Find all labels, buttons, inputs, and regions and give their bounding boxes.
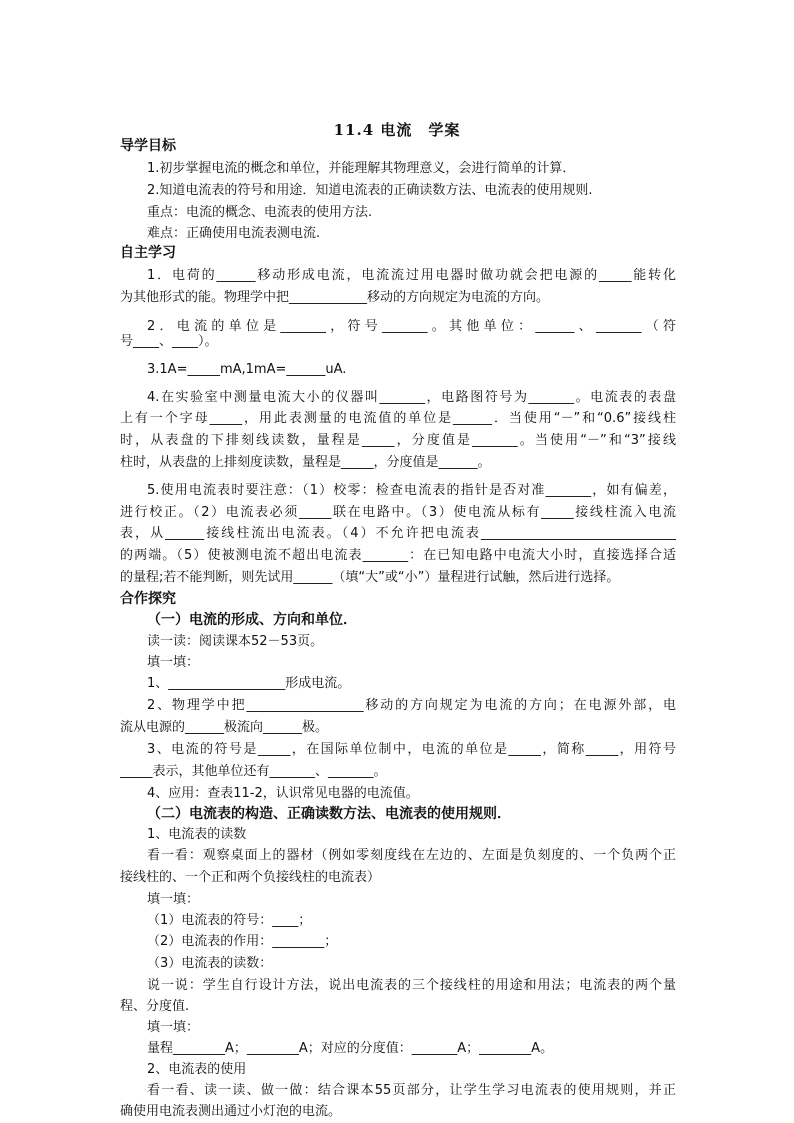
say-line-1: 说一说：学生自行设计方法，说出电流表的三个接线柱的用途和用法；电流表的两个量 <box>147 978 676 993</box>
section-heading-self-study: 自主学习 <box>120 245 176 261</box>
goal-1: 1.初步掌握电流的概念和单位，并能理解其物理意义，会进行简单的计算． <box>147 161 576 176</box>
item-3-line-1: 3、电流的符号是_____，在国际单位制中，电流的单位是_____，简称_____，用符号 <box>147 742 676 757</box>
item-3-line-2: _____表示，其他单位还有_______、_______。 <box>120 764 387 779</box>
fill-item-2: （2）电流表的作用：________； <box>147 934 338 949</box>
range-fill-line: 量程________A；________A；对应的分度值：_______A；________A。 <box>147 1041 554 1056</box>
ammeter-reading-heading: 1、电流表的读数 <box>147 827 247 842</box>
fill-item-1: （1）电流表的符号：____； <box>147 913 312 928</box>
question-3: 3.1A=_____mA,1mA=______uA. <box>147 362 347 377</box>
observe-line-2: 接线柱的、一个正和两个负接线柱的电流表） <box>120 870 381 885</box>
question-5-line-3: 表，从______接线柱流出电流表。（4）不允许把电流表______________________________ <box>120 526 676 541</box>
question-4-line-2: 上有一个字母_____，用此表测量的电流值的单位是______．当使用“－”和“0.6”接线柱 <box>120 411 676 426</box>
section-heading-cooperative: 合作探究 <box>120 591 176 607</box>
practice-line-2: 确使用电流表测出通过小灯泡的电流。 <box>120 1104 342 1119</box>
fill-label-2: 填一填： <box>147 892 200 907</box>
say-line-2: 程、分度值. <box>120 999 190 1014</box>
key-point: 重点：电流的概念、电流表的使用方法. <box>147 205 373 220</box>
item-2-line-1: 2、物理学中把__________________移动的方向规定为电流的方向；在电源外部，电 <box>147 698 676 713</box>
item-2-line-2: 流从电源的______极流向______极。 <box>120 720 329 735</box>
section-heading-goals: 导学目标 <box>120 138 176 154</box>
page-title: 11.4 电流 学案 <box>333 121 461 139</box>
question-4-line-4: 柱时，从表盘的上排刻度读数，量程是_____，分度值是______。 <box>120 455 491 470</box>
question-4-line-3: 时，从表盘的下排刻线读数，量程是_____，分度值是_______。当使用“－”和“3”接线 <box>120 433 676 448</box>
question-5-line-4: 的两端。（5）使被测电流不超出电流表_______：在已知电路中电流大小时，直接选择合适 <box>120 548 676 563</box>
subsection-heading-1: （一）电流的形成、方向和单位． <box>147 612 357 628</box>
question-5-line-2: 进行校正。（2）电流表必须_____联在电路中。（3）使电流从标有_____接线柱流入电流 <box>120 505 676 520</box>
observe-line-1: 看一看：观察桌面上的器材（例如零刻度线在左边的、左面是负刻度的、一个负两个正 <box>147 848 676 863</box>
subsection-heading-2: （二）电流表的构造、正确读数方法、电流表的使用规则． <box>147 806 511 822</box>
question-2-line-2: 号____、____）。 <box>120 334 218 349</box>
fill-label-3: 填一填： <box>147 1020 200 1035</box>
question-5-line-1: 5.使用电流表时要注意：（1）校零：检查电流表的指针是否对准_______，如有偏差， <box>147 483 676 498</box>
question-2-line-1: 2．电流的单位是_______，符号_______。其他单位：______、_______（符 <box>147 319 676 334</box>
item-1: 1、__________________形成电流。 <box>147 676 351 691</box>
question-1-line-2: 为其他形式的能。物理学中把____________移动的方向规定为电流的方向。 <box>120 290 550 305</box>
item-4: 4、应用：查表11-2，认识常见电器的电流值。 <box>147 786 419 801</box>
question-1-line-1: 1．电荷的______移动形成电流，电流流过用电器时做功就会把电源的_____能转化 <box>147 268 676 283</box>
question-4-line-1: 4.在实验室中测量电流大小的仪器叫_______，电路图符号为_______。电流表的表盘 <box>147 390 676 405</box>
practice-line-1: 看一看、读一读、做一做：结合课本55页部分，让学生学习电流表的使用规则，并正 <box>147 1083 676 1098</box>
fill-item-3: （3）电流表的读数： <box>147 956 273 971</box>
read-instruction: 读一读：阅读课本52－53页。 <box>147 634 324 649</box>
fill-label-1: 填一填： <box>147 655 200 670</box>
difficult-point: 难点：正确使用电流表测电流. <box>147 226 321 241</box>
question-5-line-5: 的量程;若不能判断，则先试用______（填“大”或“小”）量程进行试触，然后进行选择。 <box>120 570 620 585</box>
ammeter-use-heading: 2、电流表的使用 <box>147 1062 247 1077</box>
goal-2: 2.知道电流表的符号和用途．知道电流表的正确读数方法、电流表的使用规则. <box>147 183 593 198</box>
